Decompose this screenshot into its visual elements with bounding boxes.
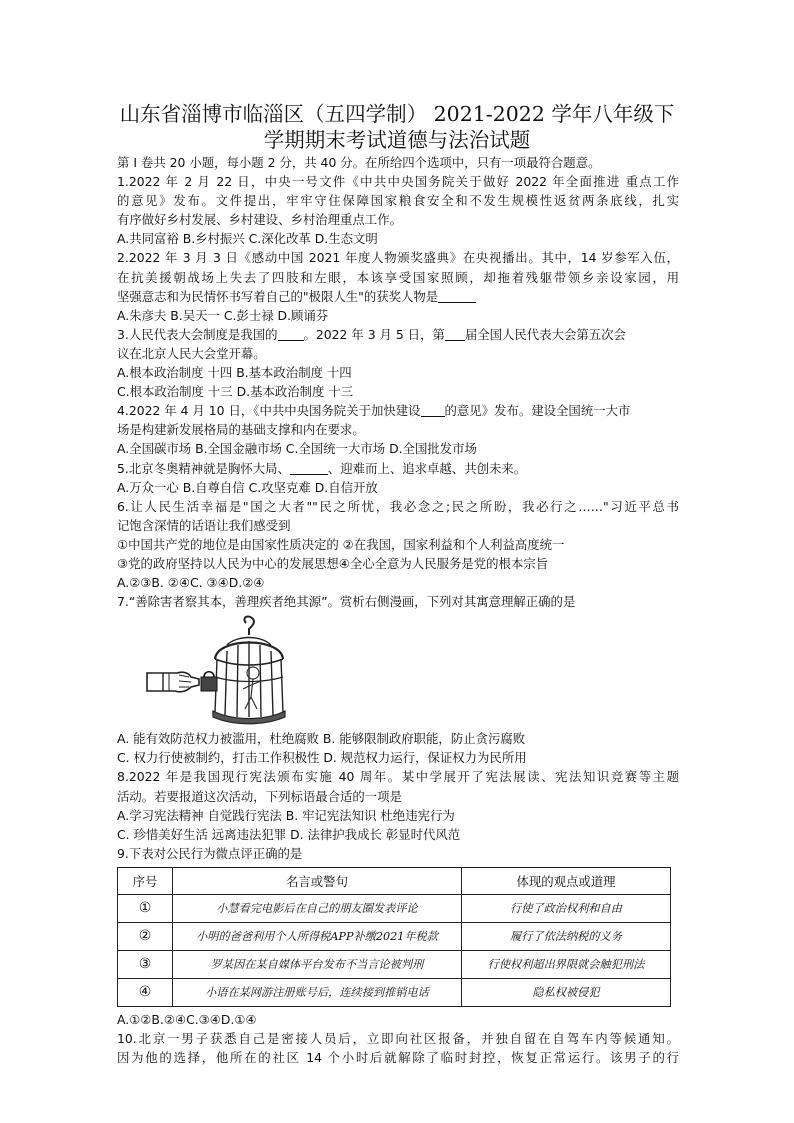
- question-6: [117, 497, 679, 592]
- answer-options: C. 珍惜美好生活 远离违法犯罪 D. 法律护我成长 彰显时代风范: [117, 826, 461, 842]
- question-text: 10.北京一男子获悉自己是密接人员后，立即向社区报备，并独自留在自驾车内等候通知。: [117, 1031, 679, 1046]
- question-9: [117, 844, 679, 1029]
- answer-options: A.全国碳市场 B.全国金融市场 C.全国统一大市场 D.全国批发市场: [117, 441, 477, 457]
- question-text: 1.2022 年 2 月 22 日，中央一号文件《中共中央国务院关于做好 2022 年全面推进 重点工作: [117, 174, 679, 190]
- table-cell: ②: [118, 922, 173, 950]
- question-1: [117, 172, 679, 248]
- table-cell: ①: [118, 894, 173, 922]
- cartoon-illustration: [117, 611, 679, 729]
- exam-title-line1: 山东省淄博市临淄区（五四学制） 2021-2022 学年八年级下: [119, 102, 675, 126]
- question-text: [117, 459, 679, 478]
- answer-options: A.共同富裕 B.乡村振兴 C.深化改革 D.生态文明: [117, 231, 378, 247]
- question-2: [117, 248, 679, 324]
- question-text-part: 4.2022 年 4 月 10 日，《中共中央国务院关于加快建设: [117, 403, 421, 419]
- question-text: 9.下表对公民行为微点评正确的是: [117, 845, 303, 861]
- table-header: 序号: [118, 867, 173, 894]
- answer-blank: [290, 461, 328, 475]
- table-cell: 履行了依法纳税的义务: [462, 922, 671, 950]
- question-7: [117, 592, 679, 767]
- question-text-part: 的意见》发布。建设全国统一大市: [444, 403, 631, 419]
- question-text-part: 、迎难而上、追求卓越、共创未来。: [327, 460, 527, 476]
- statement-list: ③党的政府坚持以人民为中心的发展思想④全心全意为人民服务是党的根本宗旨: [117, 555, 549, 571]
- question-text: 议在北京人民大会堂开幕。: [117, 345, 266, 361]
- question-text: 8.2022 年是我国现行宪法颁布实施 40 周年。某中学展开了宪法展读、宪法知识竞赛等主题: [117, 769, 679, 785]
- answer-options: A.学习宪法精神 自觉践行宪法 B. 牢记宪法知识 杜绝违宪行为: [117, 807, 455, 823]
- answer-options: A.②③B. ②④C. ③④D.②④: [117, 575, 265, 591]
- question-10: [117, 1029, 679, 1067]
- question-5: [117, 459, 679, 497]
- statement-list: ①中国共产党的地位是由国家性质决定的 ②在我国，国家利益和个人利益高度统一: [117, 536, 565, 552]
- question-3: [117, 325, 679, 401]
- question-text-part: 坚强意志和为民情怀书写着自己的"极限人生"的获奖人物是: [117, 288, 439, 304]
- table-cell: ④: [118, 978, 173, 1006]
- question-text-part: 。2022 年 3 月 5 日，第: [303, 326, 445, 342]
- answer-options: C. 权力行使被制约，打击工作积极性 D. 规范权力运行，保证权力为民所用: [117, 750, 527, 766]
- birdcage-cartoon-image: [145, 615, 325, 727]
- question-text-part: 5.北京冬奥精神就是胸怀大局、: [117, 460, 290, 476]
- behavior-table: [117, 867, 671, 1007]
- table-row: [118, 978, 671, 1006]
- answer-blank: [278, 327, 304, 341]
- question-text: 7.“善除害者察其本，善理疾者绝其源”。赏析右侧漫画，下列对其寓意理解正确的是: [117, 594, 576, 610]
- question-text: 因为他的选择，他所在的社区 14 个小时后就解除了临时封控，恢复正常运行。该男子的行: [117, 1050, 679, 1066]
- question-text: 在抗美援朝战场上失去了四肢和左眼，本该享受国家照顾，却拖着残躯带领乡亲设家园，用: [117, 269, 679, 285]
- question-4: [117, 401, 679, 458]
- table-cell: ③: [118, 950, 173, 978]
- question-text: 6.让人民生活幸福是"国之大者""民之所忧，我必念之;民之所盼，我必行之……"习近平总书: [117, 498, 679, 514]
- table-cell: 行使了政治权利和自由: [462, 894, 671, 922]
- question-text-part: 3.人民代表大会制度是我国的: [117, 326, 278, 342]
- question-text: [117, 401, 679, 420]
- table-row: [118, 894, 671, 922]
- table-cell: 小明的爸爸利用个人所得税APP补缴2021年税款: [173, 922, 462, 950]
- question-text: [117, 325, 679, 344]
- table-cell: 行使权利超出界限就会触犯刑法: [462, 950, 671, 978]
- answer-blank: [445, 327, 465, 341]
- table-row: [118, 950, 671, 978]
- table-header: 体现的观点或道理: [462, 867, 671, 894]
- exam-title-line2: 学期期末考试道德与法治试题: [263, 128, 531, 152]
- answer-options: A.根本政治制度 十四 B.基本政治制度 十四: [117, 365, 352, 381]
- answer-options: A. 能有效防范权力被滥用，杜绝腐败 B. 能够限制政府职能，防止贪污腐败: [117, 731, 526, 747]
- question-text: 场是构建新发展格局的基础支撑和内在要求。: [117, 422, 365, 438]
- table-row: [118, 922, 671, 950]
- answer-options: A.①②B.②④C.③④D.①④: [117, 1011, 257, 1027]
- answer-blank: [438, 289, 476, 303]
- section-intro: 第 I 卷共 20 小题，每小题 2 分，共 40 分。在所给四个选项中，只有一项最符合题意。: [117, 155, 601, 170]
- table-cell: 罗某因在某自媒体平台发布不当言论被判刑: [173, 950, 462, 978]
- table-header-row: [118, 867, 671, 894]
- question-text: [117, 287, 679, 306]
- table-cell: 小慧看完电影后在自己的朋友圈发表评论: [173, 894, 462, 922]
- question-text-part: 届全国人民代表大会第五次会: [464, 326, 626, 342]
- question-text: 2.2022 年 3 月 3 日《感动中国 2021 年度人物颁奖盛典》在央视播出。其中，14 岁参军入伍，: [117, 250, 679, 266]
- table-header: 名言或警句: [173, 867, 462, 894]
- question-text: 记饱含深情的话语让我们感受到: [117, 517, 291, 533]
- answer-options: A.朱彦夫 B.吴天一 C.彭士禄 D.顾诵芬: [117, 307, 329, 323]
- question-8: [117, 767, 679, 843]
- table-cell: 隐私权被侵犯: [462, 978, 671, 1006]
- question-text: 的意见》发布。文件提出，牢牢守住保障国家粮食安全和不发生规模性返贫两条底线，扎实: [117, 193, 679, 209]
- answer-blank: [421, 403, 445, 417]
- answer-options: A.万众一心 B.自尊自信 C.攻坚克难 D.自信开放: [117, 479, 378, 495]
- exam-content: [117, 153, 679, 1067]
- question-text: 活动。若要报道这次活动，下列标语最合适的一项是: [117, 788, 402, 804]
- table-cell: 小语在某网游注册账号后，连续接到推销电话: [173, 978, 462, 1006]
- question-text: 有序做好乡村发展、乡村建设、乡村治理重点工作。: [117, 212, 402, 228]
- answer-options: C.根本政治制度 十三 D.基本政治制度 十三: [117, 384, 354, 400]
